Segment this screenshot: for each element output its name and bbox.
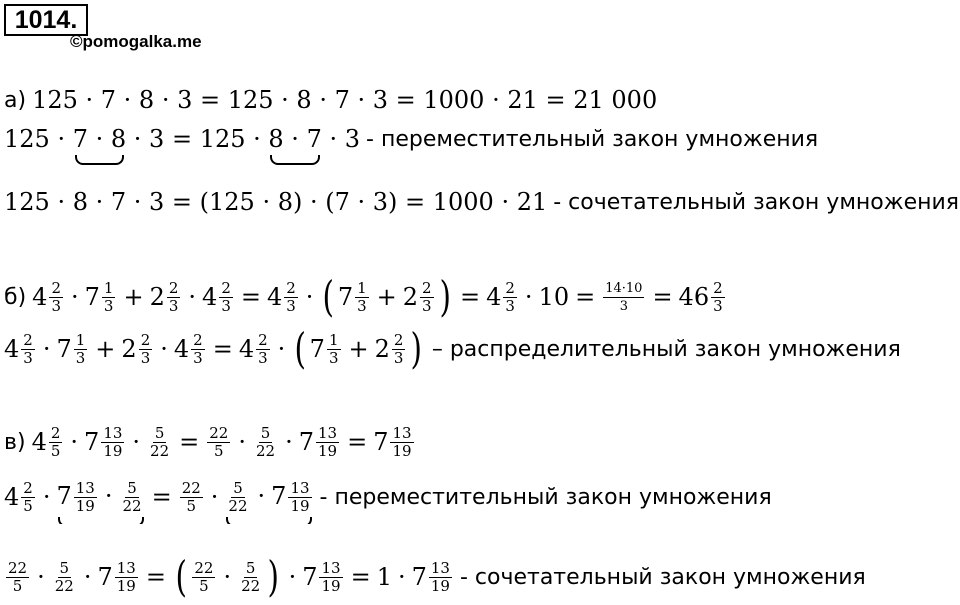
fraction: $\frac{5}{22}$ bbox=[241, 558, 261, 595]
fraction: $\frac{2}{3}$ bbox=[221, 278, 231, 315]
whole: 4 bbox=[32, 283, 48, 311]
fraction: $\frac{1}{3}$ bbox=[103, 278, 114, 315]
fraction: $\frac{2}{3}$ bbox=[286, 278, 296, 315]
fraction: $\frac{22}{5}$ bbox=[194, 558, 214, 595]
fraction: $\frac{1}{3}$ bbox=[357, 278, 367, 315]
site-credit: ©pomogalka.me bbox=[70, 32, 202, 51]
fraction: $\frac{2}{3}$ bbox=[393, 330, 404, 367]
fraction: $\frac{2}{3}$ bbox=[51, 278, 61, 315]
part-b-line-1: б) 4 $\frac{2}{3}$ · 7 $\frac{1}{3}$ + 2 $\frac{2}{3}$ · 4 $\frac{2}{3}$ = 4 $\frac{2}{3}$ · ( 7 $\frac{1}{3}$ + 2 $\frac{2}{3}$ ) = 4 $\frac{2}{3}$ · 10 = $\frac{14\cdot 10}{3}$ = 46 $\frac{2}{3}$ bbox=[4, 272, 723, 321]
law-name: - сочетательный закон умножения bbox=[459, 564, 866, 590]
part-c-line-1: в) 4 $\frac{2}{5}$ · 7 $\frac{13}{19}$ · $\frac{5}{22}$ = $\frac{22}{5}$ · $\frac{5}{22}$ · 7 $\frac{13}{19}$ = 7 $\frac{13}{19}$ bbox=[4, 423, 412, 460]
fraction: $\frac{2}{3}$ bbox=[258, 330, 268, 367]
fraction: $\frac{2}{3}$ bbox=[23, 330, 33, 367]
underbrace-group: 8 · 7 bbox=[268, 125, 322, 153]
fraction: $\frac{22}{5}$ bbox=[181, 478, 201, 515]
fraction: $\frac{14\cdot 10}{3}$ bbox=[605, 280, 643, 314]
law-name: – распределительный закон умножения bbox=[431, 336, 901, 362]
fraction: $\frac{13}{19}$ bbox=[430, 558, 450, 595]
expr-part: 125 · 8 · 7 · 3 = (125 · 8) · (7 · 3) = 1000 · 21 bbox=[4, 188, 548, 216]
fraction: $\frac{22}{5}$ bbox=[8, 558, 28, 595]
law-name: - сочетательный закон умножения bbox=[553, 189, 959, 215]
fraction: $\frac{13}{19}$ bbox=[103, 423, 123, 460]
fraction: $\frac{13}{19}$ bbox=[318, 423, 338, 460]
expr-part: · 3 = 125 · bbox=[133, 125, 261, 153]
fraction: $\frac{2}{3}$ bbox=[140, 330, 151, 367]
part-a-line-3 bbox=[4, 175, 959, 229]
exercise-number: 1014. bbox=[4, 4, 88, 36]
law-name: - переместительный закон умножения bbox=[319, 484, 772, 510]
expr-part: · 3 bbox=[329, 125, 361, 153]
fraction: $\frac{2}{3}$ bbox=[505, 278, 515, 315]
fraction: $\frac{5}{22}$ bbox=[54, 558, 74, 595]
fraction: $\frac{5}{22}$ bbox=[255, 423, 276, 460]
fraction: $\frac{2}{5}$ bbox=[23, 478, 33, 515]
part-a-expression: 125 · 7 · 8 · 3 = 125 · 8 · 7 · 3 = 1000 · 21 = 21 000 bbox=[32, 86, 658, 114]
fraction: $\frac{2}{3}$ bbox=[193, 330, 203, 367]
part-a-line-2 bbox=[4, 112, 959, 166]
fraction: $\frac{13}{19}$ bbox=[321, 558, 341, 595]
underbrace-group: 7 $\frac{13}{19}$ · $\frac{5}{22}$ bbox=[56, 480, 145, 515]
part-c-line-3: $\frac{22}{5}$ · $\frac{5}{22}$ · 7 $\frac{13}{19}$ = ( $\frac{22}{5}$ · $\frac{5}{22}$ ) · 7 $\frac{13}{19}$ = 1 · 7 $\frac{13}{19}$ - сочетательный закон умножения bbox=[8, 552, 866, 601]
fraction: $\frac{1}{3}$ bbox=[328, 330, 339, 367]
fraction: $\frac{2}{3}$ bbox=[168, 278, 179, 315]
part-a-label: а) bbox=[4, 87, 27, 113]
part-c-line-2: 4 $\frac{2}{5}$ · 7 $\frac{13}{19}$ · $\frac{5}{22}$ = $\frac{22}{5}$ · $\frac{5}{22}$ · 7 $\frac{13}{19}$ - переместительный закон умножения bbox=[4, 478, 772, 515]
fraction: $\frac{13}{19}$ bbox=[392, 423, 412, 460]
part-b-label: б) bbox=[4, 284, 27, 310]
fraction: $\frac{2}{5}$ bbox=[50, 423, 61, 460]
part-c-label: в) bbox=[4, 429, 26, 455]
fraction: $\frac{2}{3}$ bbox=[713, 278, 723, 315]
fraction: $\frac{13}{19}$ bbox=[116, 558, 136, 595]
fraction: $\frac{5}{22}$ bbox=[150, 423, 170, 460]
underbrace-group: 7 · 8 bbox=[72, 125, 127, 153]
fraction: $\frac{1}{3}$ bbox=[75, 330, 86, 367]
fraction: $\frac{2}{3}$ bbox=[422, 278, 432, 315]
law-name: - переместительный закон умножения bbox=[366, 126, 819, 152]
underbrace-group: $\frac{5}{22}$ · 7 $\frac{13}{19}$ bbox=[224, 480, 313, 515]
part-b-line-2: 4 $\frac{2}{3}$ · 7 $\frac{1}{3}$ + 2 $\frac{2}{3}$ · 4 $\frac{2}{3}$ = 4 $\frac{2}{3}$ · ( 7 $\frac{1}{3}$ + 2 $\frac{2}{3}$ ) – распределительный закон умножения bbox=[4, 324, 901, 373]
fraction: $\frac{22}{5}$ bbox=[209, 423, 229, 460]
expr-part: 125 · bbox=[4, 125, 66, 153]
